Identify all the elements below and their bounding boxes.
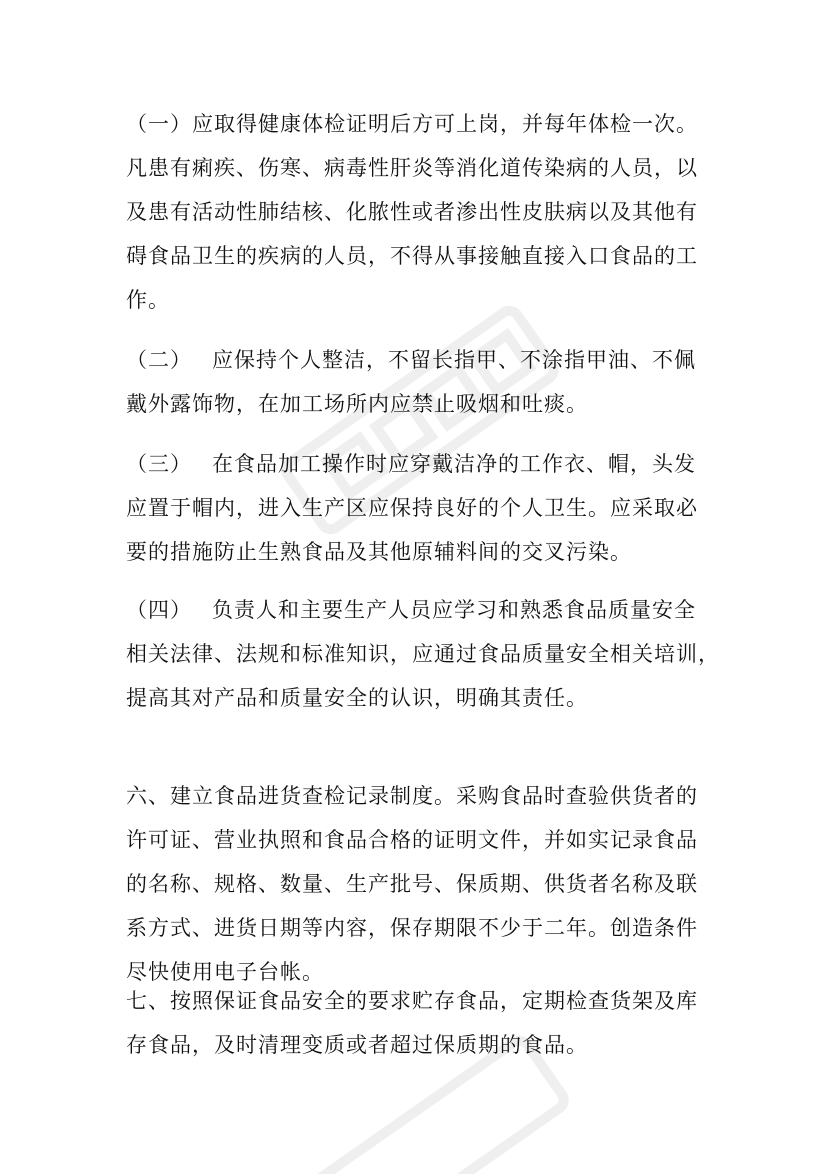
paragraph-6 bbox=[126, 979, 726, 1067]
text-line: 提高其对产品和质量安全的认识，明确其责任。 bbox=[126, 686, 588, 710]
text-line: 存食品，及时清理变质或者超过保质期的食品。 bbox=[126, 1033, 588, 1057]
paragraph-3 bbox=[126, 442, 726, 574]
text-line: （一）应取得健康体检证明后方可上岗，并每年体检一次。 bbox=[126, 112, 698, 136]
text-line: 七、按照保证食品安全的要求贮存食品，定期检查货架及库 bbox=[126, 989, 698, 1013]
text-line: 作。 bbox=[126, 288, 170, 312]
text-line: 相关法律、法规和标准知识，应通过食品质量安全相关培训， bbox=[126, 642, 720, 666]
text-line bbox=[126, 442, 726, 486]
text-line: 凡患有痢疾、伤寒、病毒性肝炎等消化道传染病的人员，以 bbox=[126, 156, 698, 180]
paragraph-2 bbox=[126, 338, 726, 426]
paragraph-1 bbox=[126, 102, 726, 322]
item-label: （三） bbox=[126, 452, 192, 476]
text-line: 碍食品卫生的疾病的人员，不得从事接触直接入口食品的工 bbox=[126, 244, 698, 268]
text-line: 系方式、进货日期等内容，保存期限不少于二年。创造条件 bbox=[126, 916, 698, 940]
text-line: 六、建立食品进货查检记录制度。采购食品时查验供货者的 bbox=[126, 784, 698, 808]
text-line bbox=[126, 338, 726, 382]
text-line bbox=[126, 588, 726, 632]
paragraph-5 bbox=[126, 774, 726, 994]
text-line: 许可证、营业执照和食品合格的证明文件，并如实记录食品 bbox=[126, 828, 698, 852]
text-span: 负责人和主要生产人员应学习和熟悉食品质量安全 bbox=[212, 598, 696, 622]
text-span: 应保持个人整洁，不留长指甲、不涂指甲油、不佩 bbox=[212, 348, 696, 372]
paragraph-4 bbox=[126, 588, 726, 720]
text-line: 应置于帽内，进入生产区应保持良好的个人卫生。应采取必 bbox=[126, 496, 698, 520]
text-line: 的名称、规格、数量、生产批号、保质期、供货者名称及联 bbox=[126, 872, 698, 896]
text-line: 尽快使用电子台帐。 bbox=[126, 960, 324, 984]
text-span: 在食品加工操作时应穿戴洁净的工作衣、帽，头发 bbox=[212, 452, 696, 476]
item-label: （四） bbox=[126, 598, 192, 622]
text-line: 要的措施防止生熟食品及其他原辅料间的交叉污染。 bbox=[126, 540, 632, 564]
text-line: 及患有活动性肺结核、化脓性或者渗出性皮肤病以及其他有 bbox=[126, 200, 698, 224]
text-line: 戴外露饰物，在加工场所内应禁止吸烟和吐痰。 bbox=[126, 392, 588, 416]
item-label: （二） bbox=[126, 348, 192, 372]
